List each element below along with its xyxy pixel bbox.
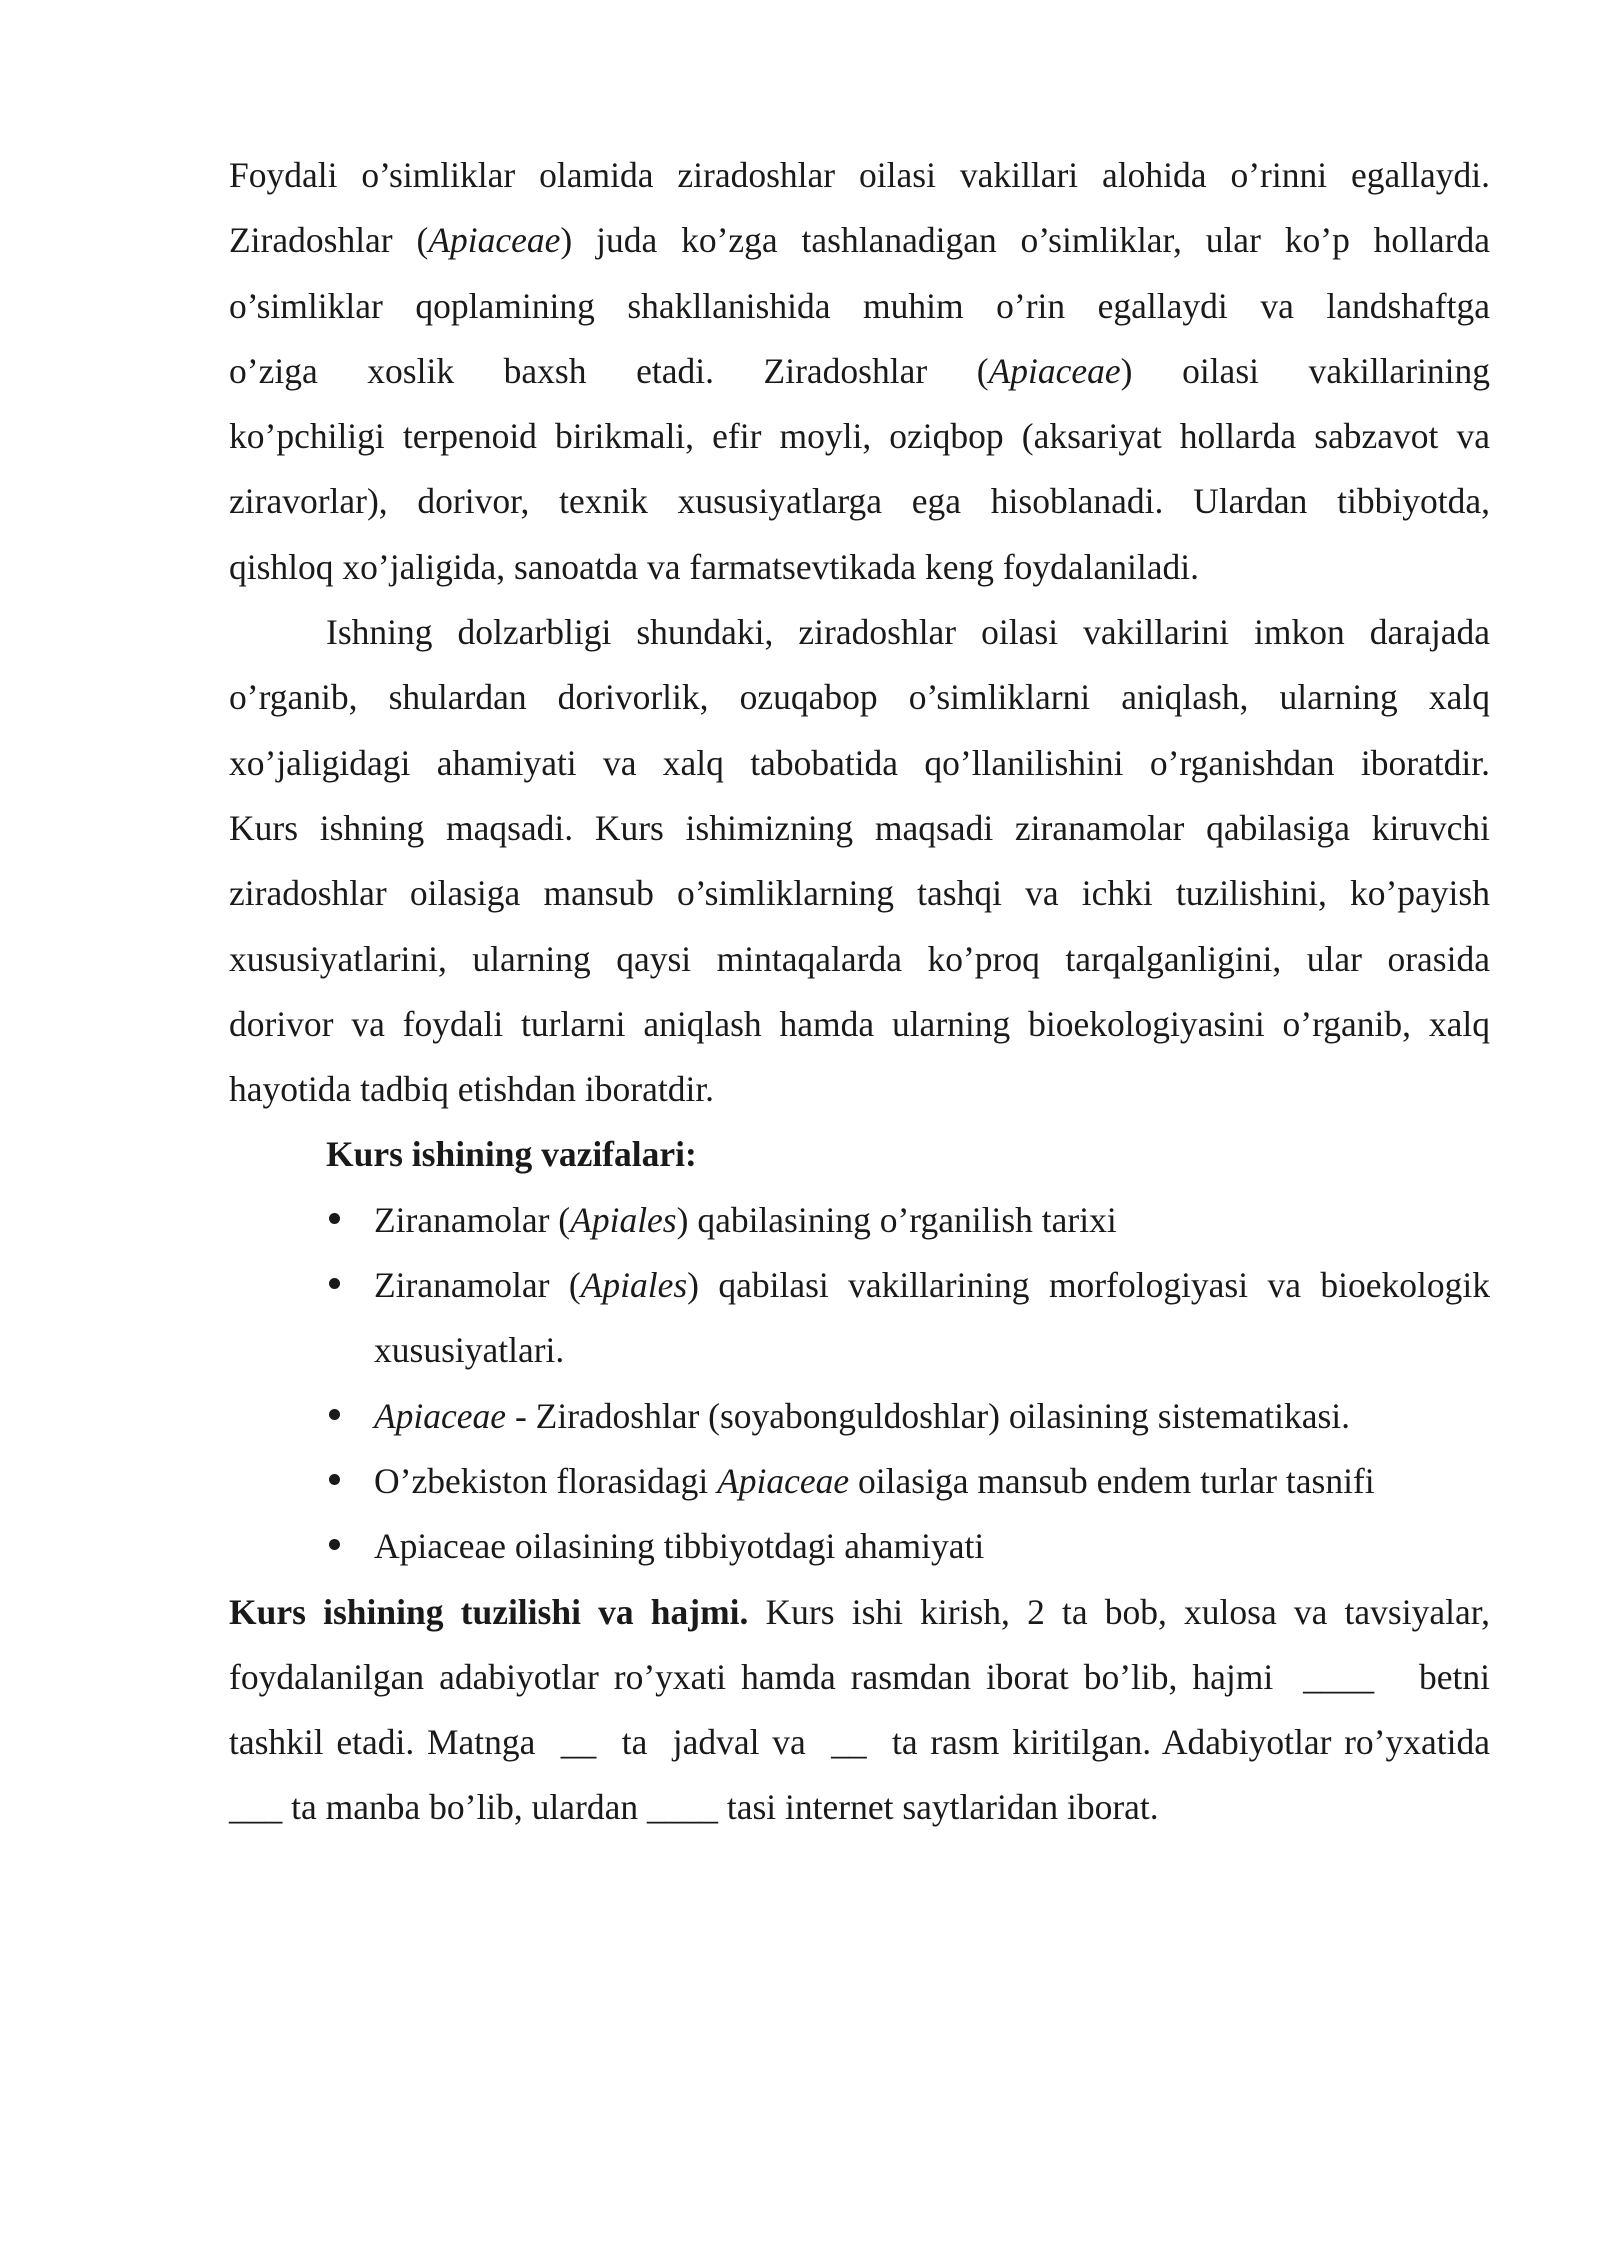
list-item xyxy=(326,1253,1490,1384)
text-line: ziradoshlar oilasiga mansub o’simliklarning tashqi va ichki tuzilishini, ko’payish xyxy=(229,873,1490,914)
text-line xyxy=(229,208,1490,273)
latin-name: Apiaceae xyxy=(428,220,561,261)
text-line: xususiyatlari. xyxy=(374,1330,565,1371)
text-line: ziravorlar), dorivor, texnik xususiyatlarga ega hisoblanadi. Ulardan tibbiyotda, xyxy=(229,481,1490,522)
section-label: Kurs ishining tuzilishi va hajmi. xyxy=(229,1591,749,1632)
relevance-paragraph xyxy=(229,600,1490,1122)
document-page xyxy=(229,143,1490,1841)
text-run: O’zbekiston florasidagi xyxy=(374,1460,718,1501)
text-line xyxy=(229,1580,1490,1645)
intro-paragraph xyxy=(229,143,1490,600)
text-line: tashkil etadi. Matnga __ ta jadval va __ ta rasm kiritilgan. Adabiyotlar ro’yxatida xyxy=(229,1722,1490,1763)
text-run: ) oilasi vakillarining xyxy=(1120,350,1490,391)
list-item xyxy=(326,1188,1490,1253)
text-line: Kurs ishning maqsadi. Kurs ishimizning maqsadi ziranamolar qabilasiga kiruvchi xyxy=(229,807,1490,848)
latin-name: Apiales xyxy=(570,1199,677,1240)
text-run: ) qabilasi vakillarining morfologiyasi va bioekologik xyxy=(687,1265,1490,1306)
text-run: Ziradoshlar ( xyxy=(229,220,429,261)
text-line: Ishning dolzarbligi shundaki, ziradoshlar oilasi vakillarini imkon darajada xyxy=(326,612,1490,653)
tasks-list xyxy=(229,1188,1490,1580)
text-run: Ziranamolar ( xyxy=(374,1265,581,1306)
text-run: Ziranamolar ( xyxy=(374,1199,571,1240)
text-run: ) juda ko’zga tashlanadigan o’simliklar, ular ko’p hollarda xyxy=(560,220,1490,261)
text-run: ) qabilasining o’rganilish tarixi xyxy=(676,1199,1117,1240)
text-line: hayotida tadbiq etishdan iboratdir. xyxy=(229,1069,715,1110)
list-item xyxy=(326,1514,1490,1579)
text-line: xususiyatlarini, ularning qaysi mintaqalarda ko’proq tarqalganligini, ular orasida xyxy=(229,938,1490,979)
text-line xyxy=(374,1188,1490,1253)
text-line: ___ ta manba bo’lib, ulardan ____ tasi internet saytlaridan iborat. xyxy=(229,1787,1159,1828)
list-item xyxy=(326,1449,1490,1514)
text-line: Foydali o’simliklar olamida ziradoshlar oilasi vakillari alohida o’rinni egallaydi. xyxy=(229,155,1490,195)
text-line xyxy=(374,1449,1490,1514)
text-line: ko’pchiligi terpenoid birikmali, efir moyli, oziqbop (aksariyat hollarda sabzavot va xyxy=(229,416,1490,457)
text-line: qishloq xo’jaligida, sanoatda va farmatsevtikada keng foydalaniladi. xyxy=(229,546,1200,587)
text-line: o’simliklar qoplamining shakllanishida muhim o’rin egallaydi va landshaftga xyxy=(229,285,1490,326)
text-line: o’rganib, shulardan dorivorlik, ozuqabop o’simliklarni aniqlash, ularning xalq xyxy=(229,677,1490,718)
text-line xyxy=(374,1253,1490,1318)
text-line: Apiaceae oilasining tibbiyotdagi ahamiyati xyxy=(374,1526,985,1567)
text-line xyxy=(374,1384,1490,1449)
text-run: - Ziradoshlar (soyabonguldoshlar) oilasining sistematikasi. xyxy=(506,1395,1351,1436)
latin-name: Apiaceae xyxy=(374,1395,507,1436)
text-line: dorivor va foydali turlarni aniqlash hamda ularning bioekologiyasini o’rganib, xalq xyxy=(229,1003,1490,1044)
text-line: xo’jaligidagi ahamiyati va xalq tabobatida qo’llanilishini o’rganishdan iboratdir. xyxy=(229,742,1490,783)
text-line xyxy=(229,339,1490,404)
text-run: Kurs ishi kirish, 2 ta bob, xulosa va tavsiyalar, xyxy=(748,1591,1490,1632)
tasks-heading: Kurs ishining vazifalari: xyxy=(326,1134,697,1175)
list-item xyxy=(326,1384,1490,1449)
text-line: foydalanilgan adabiyotlar ro’yxati hamda rasmdan iborat bo’lib, hajmi ____ betni xyxy=(229,1656,1490,1697)
latin-name: Apiaceae xyxy=(717,1460,850,1501)
structure-paragraph xyxy=(229,1580,1490,1841)
latin-name: Apiales xyxy=(580,1265,688,1306)
text-run: o’ziga xoslik baxsh etadi. Ziradoshlar ( xyxy=(229,350,989,391)
latin-name: Apiaceae xyxy=(988,350,1121,391)
text-run: oilasiga mansub endem turlar tasnifi xyxy=(849,1460,1375,1501)
